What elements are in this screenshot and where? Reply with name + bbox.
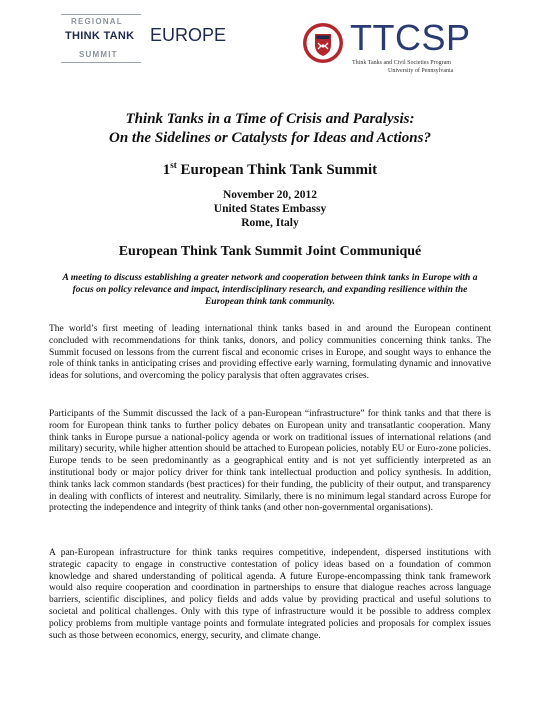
- document-title: [0, 110, 540, 148]
- summit-heading: [0, 160, 540, 179]
- communique-heading: European Think Tank Summit Joint Communiqué: [118, 244, 422, 259]
- ttcsp-logo: [300, 18, 510, 74]
- event-details: [0, 188, 540, 230]
- lead-summary: A meeting to discuss establishing a greater network and cooperation between think tanks in Europe with a focus on policy relevance and impact, interdisciplinary research, and expanding resilience within the European think tank community.: [62, 273, 478, 307]
- logo-line-regional: REGIONAL: [71, 17, 123, 26]
- summit-name: European Think Tank Summit: [180, 162, 378, 178]
- event-date: November 20, 2012: [222, 189, 317, 201]
- logo-word-europe: EUROPE: [150, 25, 227, 45]
- summit-ordinal: 1: [162, 162, 171, 178]
- title-line-2: On the Sidelines or Catalysts for Ideas and Actions?: [109, 130, 431, 146]
- ttcsp-wordmark: TTCSP: [350, 17, 471, 58]
- summit-ordinal-suffix: st: [170, 160, 177, 170]
- regional-summit-logo: [61, 12, 227, 66]
- university-seal-icon: [302, 22, 344, 64]
- logo-line-summit: SUMMIT: [79, 50, 118, 59]
- logo-rule-bottom: [61, 62, 141, 63]
- ttcsp-subtitle-university: University of Pennsylvania: [388, 68, 454, 74]
- event-city: Rome, Italy: [241, 217, 299, 229]
- event-venue: United States Embassy: [213, 203, 327, 215]
- body-paragraph-2: Participants of the Summit discussed the lack of a pan-European “infrastructure” for think tanks and that there is room for European think tanks to further policy debates on European unity and transatlantic cooperation. Many think tanks in Europe pursue a national-policy agenda or work on traditional issues of international relations (and military) security, while higher attention should be attached to European policies, notably EU or Euro-zone policies. Europe tends to be seen predominantly as a geographical entity and is not yet sufficiently interpreted as an institutional body or major policy driver for think tank intellectual production and policy synthesis. In addition, think tanks lack common standards (best practices) for their funding, the publicity of their output, and transparency in dealing with conflicts of interest and neutrality. Similarly, there is no minimum legal standard across Europe for protecting the independence and integrity of think tanks (and other non-governmental organisations).: [49, 409, 491, 514]
- ttcsp-subtitle-program: Think Tanks and Civil Societies Program: [352, 60, 451, 66]
- title-line-1: Think Tanks in a Time of Crisis and Paralysis:: [125, 111, 415, 127]
- logo-rule-top: [61, 14, 141, 15]
- body-paragraph-3: A pan-European infrastructure for think tanks requires competitive, independent, dispersed institutions with strategic capacity to engage in constructive contestation of policy ideas based on a foundation of common knowledge and shared understanding of political agenda. A future Europe-encompassing think tank framework would also require cooperation and coordination in partnerships to ensure that dialogue reaches across language barriers, scientific disciplines, and policy fields and adds value by providing practical and useful solutions to societal and political challenges. Only with this type of infrastructure would it be possible to address complex policy problems from multiple vantage points and formulate integrated policies and proposals for complex issues such as those between economics, energy, security, and climate change.: [49, 548, 491, 641]
- logo-line-think-tank: THINK TANK: [65, 30, 135, 42]
- body-paragraph-1: The world’s first meeting of leading international think tanks based in and around the European continent concluded with recommendations for think tanks, donors, and policy communities concerning think tanks. The Summit focused on lessons from the current fiscal and economic crises in Europe, and sought ways to enhance the role of think tanks in anticipating crises and providing effective early warning, formulating dynamic and innovative ideas for solutions, and overcoming the policy paralysis that often aggravates crises.: [49, 324, 491, 382]
